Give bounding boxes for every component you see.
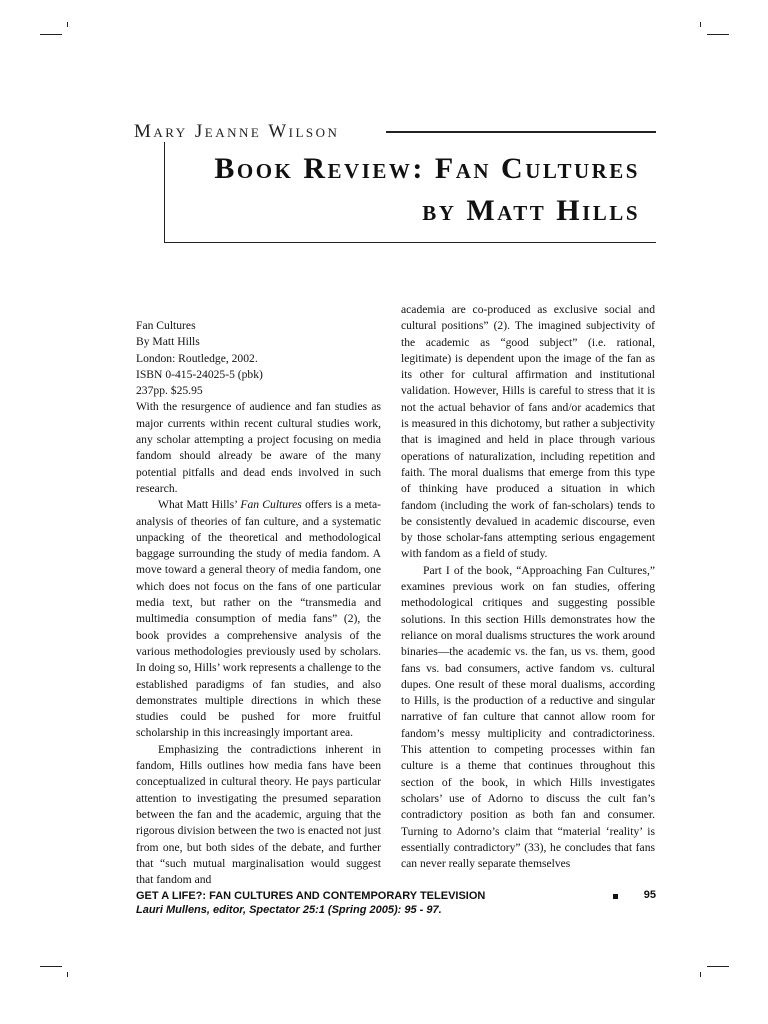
paragraph: Emphasizing the contradictions inherent in fandom, Hills outlines how media fans have been conceptualized in cultural theory. He pays particular attention to investigating the presumed separation between the fan and the academic, arguing that the rigorous division between the two is enacted not just from one, but both sides of the debate, and further that “such mutual marginalisation would suggest that fandom and [136, 742, 381, 887]
footer [136, 889, 656, 917]
paragraph-text: offers is a meta-analysis of theories of fan culture, and a systematic unpacking of the theoretical and methodological baggage surrounding the study of media fandom. A move toward a general theory of media fandom, one which does not focus on the fans of one particular media text, but rather on the “transmedia and multimedia consumption of media fans” (2), the book provides a comprehensive analysis of the various methodologies previously used by scholars. In doing so, Hills’ work represents a challenge to the established paradigms of fan studies, and also demonstrates multiple directions in which these studies could be pushed for more fruitful scholarship in this increasingly important area. [136, 498, 381, 740]
left-column [136, 302, 381, 888]
author-name: Mary Jeanne Wilson [134, 121, 340, 142]
book-publisher: London: Routledge, 2002. [136, 351, 258, 365]
article-title-line2: by Matt Hills [422, 194, 640, 227]
paragraph-text: What Matt Hills’ [158, 498, 241, 512]
crop-mark-top-left-tick [67, 22, 68, 27]
crop-mark-top-right [707, 34, 729, 35]
crop-mark-bottom-left [40, 966, 62, 967]
crop-mark-top-right-tick [700, 22, 701, 27]
footer-bullet [613, 894, 618, 899]
crop-mark-bottom-right [707, 966, 729, 967]
crop-mark-bottom-right-tick [700, 972, 701, 977]
crop-mark-top-left [40, 34, 62, 35]
paragraph: Part I of the book, “Approaching Fan Cultures,” examines previous work on fan studies, offering methodological critiques and suggesting possible solutions. In this section Hills demonstrates how the reliance on moral dualisms structures the work around binaries—the academic vs. the fan, us vs. them, good fans vs. bad consumers, active fandom vs. cultural dupes. One result of these moral dualisms, according to Hills, is the production of a reductive and singular narrative of fan culture that cannot allow room for fandom’s messy multiplicity and contradictoriness. This attention to competing processes within fan culture is a theme that continues throughout this section of the book, in which Hills investigates scholars’ use of Adorno to discuss the cult fan’s contradictory position as both fan and consumer. Turning to Adorno’s claim that “material ‘reality’ is essentially contradictory” (33), he concludes that fans can never really separate themselves [401, 563, 655, 871]
paragraph: academia are co-produced as exclusive social and cultural positions” (2). The imagined subjectivity of the academic as “good subject” (i.e. rational, legitimate) is dependent upon the image of the fan as its other for cultural affirmation and institutional validation. However, Hills is careful to stress that it is not the actual behavior of fans and/or academics that is measured in this dichotomy, but rather a subjectivity that is imagined and held in place through various operations of naturalization, including repetition and faith. The moral dualisms that emerge from this type of thinking have produced a situation in which fandom (including the work of fan-scholars) tends to be consistently devalued in academic discourse, even by those scholar-fans attempting serious engagement with fandom as a field of study. [401, 303, 655, 561]
right-column [401, 302, 655, 872]
book-author: By Matt Hills [136, 335, 200, 349]
book-pages-price: 237pp. $25.95 [136, 384, 203, 398]
page-number: 95 [643, 889, 656, 901]
title-box [164, 142, 656, 243]
paragraph [136, 497, 381, 741]
article-title-line1: Book Review: Fan Cultures [214, 152, 640, 185]
footer-journal-title: GET A LIFE?: FAN CULTURES AND CONTEMPORARY TELEVISION [136, 890, 486, 902]
paragraph: With the resurgence of audience and fan studies as major currents within recent cultural studies work, any scholar attempting a project focusing on media fandom should already be aware of the many potential pitfalls and dead ends involved in such research. [136, 400, 381, 495]
footer-citation: Lauri Mullens, editor, Spectator 25:1 (Spring 2005): 95 - 97. [136, 904, 442, 916]
book-isbn: ISBN 0-415-24025-5 (pbk) [136, 367, 263, 381]
author-rule [386, 131, 656, 133]
book-title: Fan Cultures [136, 319, 196, 332]
crop-mark-bottom-left-tick [67, 972, 68, 977]
book-title-italic: Fan Cultures [240, 498, 302, 512]
